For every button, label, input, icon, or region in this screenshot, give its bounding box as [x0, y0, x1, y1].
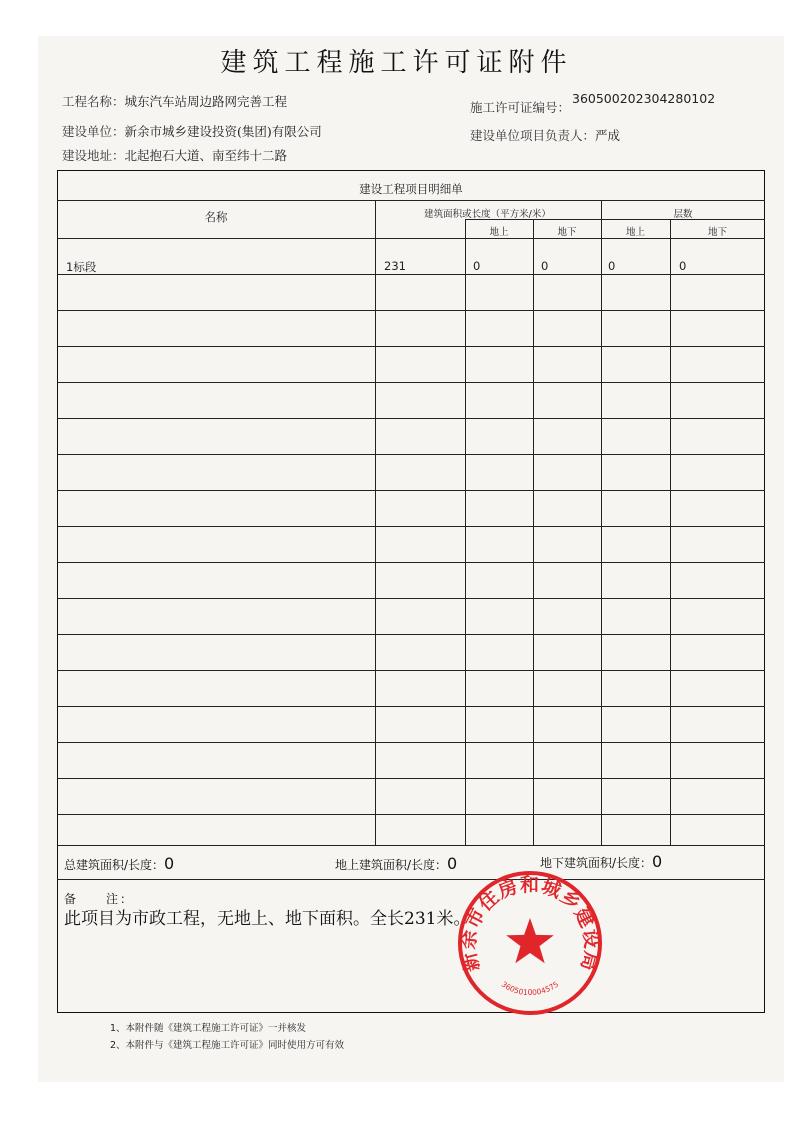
total-area-label: 总建筑面积/长度： — [64, 858, 165, 872]
area-below-header: 地下 — [557, 227, 577, 238]
footnote-2: 2、本附件与《建筑工程施工许可证》同时使用方可有效 — [110, 1040, 345, 1051]
below-area-value: 0 — [652, 852, 663, 871]
document-title: 建筑工程施工许可证附件 — [220, 48, 573, 78]
caption-divider — [57, 200, 765, 201]
row-divider — [57, 526, 765, 527]
row-divider — [57, 598, 765, 599]
row-divider — [57, 310, 765, 311]
manager-row — [470, 126, 620, 144]
address-value: 北起抱石大道、南至纬十二路 — [124, 148, 288, 163]
project-name-value: 城东汽车站周边路网完善工程 — [124, 94, 288, 109]
area-above-header: 地上 — [489, 227, 509, 238]
row-divider — [57, 634, 765, 635]
column-name-header: 名称 — [204, 210, 228, 224]
seal-star-icon — [506, 918, 554, 963]
above-area-summary — [335, 854, 457, 873]
row-divider — [57, 454, 765, 455]
table-caption: 建设工程项目明细单 — [359, 182, 463, 196]
seal-code: 3605010004575 — [499, 979, 561, 998]
row-divider — [57, 490, 765, 491]
row-1-area-below: 0 — [541, 259, 549, 273]
row-divider — [57, 238, 765, 239]
column-divider-area-floors — [601, 200, 602, 845]
row-divider — [57, 382, 765, 383]
total-area-value: 0 — [164, 854, 175, 873]
row-divider — [57, 778, 765, 779]
seal-text: 新余市住房和城乡建设局 — [457, 874, 603, 974]
remark-label: 备 注： — [64, 892, 135, 906]
manager-label: 建设单位项目负责人： — [470, 128, 596, 143]
builder-label: 建设单位： — [62, 124, 125, 139]
row-divider — [57, 418, 765, 419]
row-1-floors-below: 0 — [679, 259, 687, 273]
column-divider-floors-sub — [670, 219, 671, 845]
row-divider — [57, 814, 765, 815]
project-name-label: 工程名称： — [62, 94, 125, 109]
remark-text: 此项目为市政工程，无地上、地下面积。全长231米。 — [64, 909, 471, 929]
official-seal — [455, 868, 605, 1018]
permit-no-label: 施工许可证编号： — [470, 100, 571, 115]
permit-no-value: 3605002023042801​02 — [572, 91, 716, 106]
detail-table-frame — [57, 170, 765, 1013]
row-divider — [57, 346, 765, 347]
column-divider-area-sub — [465, 219, 466, 845]
column-floors-header: 层数 — [673, 209, 693, 220]
address-row — [62, 146, 287, 164]
row-divider — [57, 562, 765, 563]
row-divider — [57, 706, 765, 707]
summary-bottom-divider — [57, 879, 765, 880]
builder-row — [62, 122, 322, 140]
row-1-name: 1标段 — [66, 260, 97, 274]
footnote-1: 1、本附件随《建筑工程施工许可证》一并核发 — [110, 1023, 307, 1034]
row-divider — [57, 670, 765, 671]
row-1-area-above: 0 — [473, 259, 481, 273]
below-area-label: 地下建筑面积/长度： — [540, 856, 653, 870]
builder-value: 新余市城乡建设投资(集团)有限公司 — [124, 124, 322, 139]
row-1-floors-above: 0 — [608, 259, 616, 273]
manager-value: 严成 — [595, 128, 621, 143]
row-divider — [57, 274, 765, 275]
column-area-header: 建筑面积或长度（平方米/米） — [424, 209, 551, 220]
address-label: 建设地址： — [62, 148, 125, 163]
column-divider-area-below — [533, 219, 534, 845]
floors-above-header: 地上 — [625, 227, 645, 238]
permit-no-row — [470, 98, 570, 116]
above-area-label: 地上建筑面积/长度： — [335, 858, 448, 872]
summary-top-divider — [57, 845, 765, 846]
row-1-total: 231 — [384, 259, 406, 273]
project-name-row — [62, 92, 287, 110]
total-area-summary — [64, 854, 174, 873]
column-divider-name — [375, 200, 376, 845]
floors-below-header: 地下 — [707, 227, 727, 238]
above-area-value: 0 — [447, 854, 458, 873]
row-divider — [57, 742, 765, 743]
